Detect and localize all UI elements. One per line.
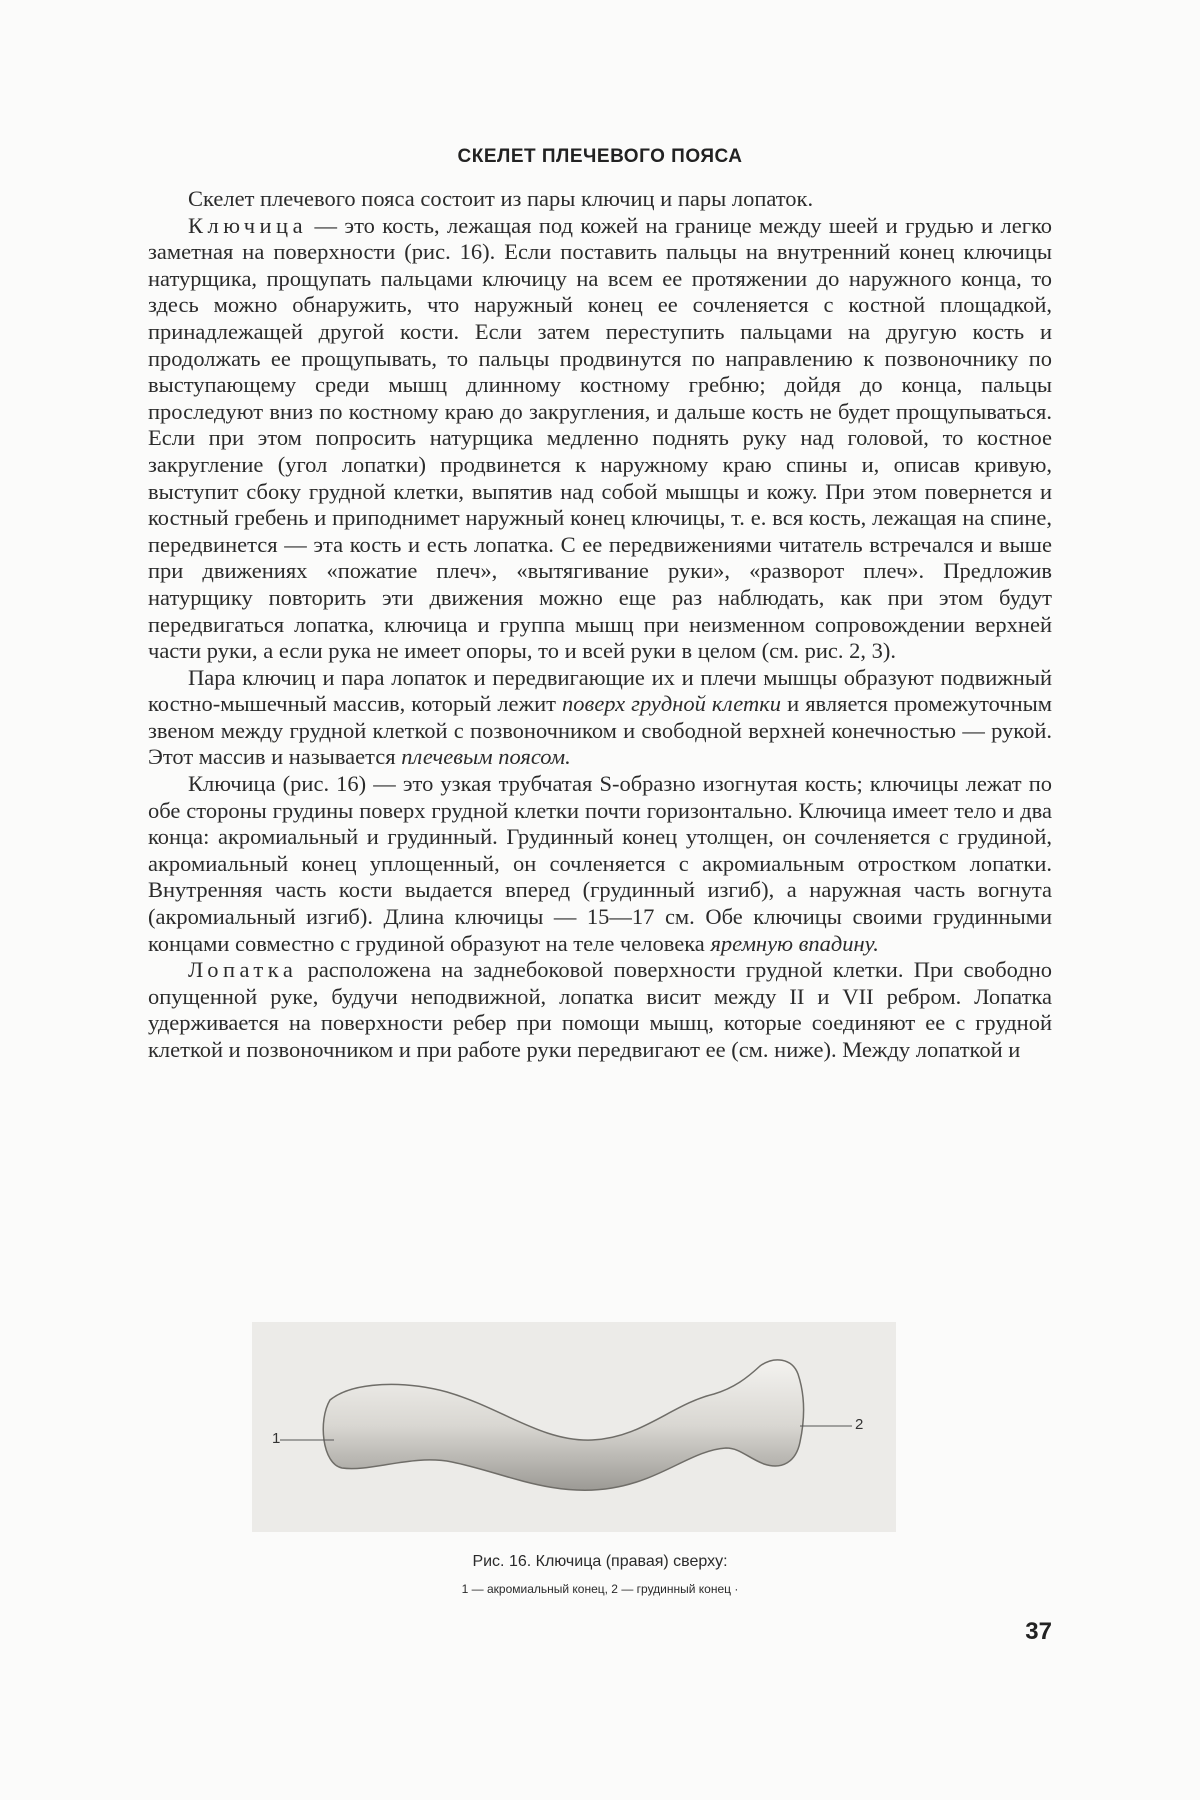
paragraph-text: Пара ключиц и пара лопаток и передвигающие их и плечи мышцы образуют подвижный костно-мышечный массив, который лежит xyxy=(148,664,1052,717)
figure-label-1: 1 xyxy=(272,1430,281,1447)
paragraph-text: расположена на заднебоковой поверхности грудной клетки. При свободно опущенной руке, будучи неподвижной, лопатка висит между II и VII ребром. Лопатка удерживается на поверхности ребер при помощи мышц, которые соединяют ее с грудной клеткой и позвоночником и при работе руки передвигают ее (см. ниже). Между лопаткой и xyxy=(148,957,1052,1062)
paragraph-scapula xyxy=(148,957,1052,1063)
figure-label-2: 2 xyxy=(855,1416,864,1433)
paragraph-text: Ключица (рис. 16) — это узкая трубчатая S-образно изогнутая кость; ключицы лежат по обе стороны грудины поверх грудной клетки почти горизонтально. Ключица имеет тело и два конца: акромиальный и грудинный. Грудинный конец утолщен, он сочленяется с грудиной, акромиальный конец уплощенный, он сочленяется с акромиальным отростком лопатки. Внутренняя часть кости выдается вперед (грудинный изгиб), а наружная часть вогнута (акромиальный изгиб). Длина ключицы — 15—17 см. Обе ключицы своими грудинными концами совместно с грудиной образуют на теле человека xyxy=(148,771,1052,956)
figure-legend: 1 — акромиальный конец, 2 — грудинный конец · xyxy=(461,1582,739,1596)
paragraph-text: — это кость, лежащая под кожей на границе между шеей и грудью и легко заметная на поверхности (рис. 16). Если поставить пальцы на внутренний конец ключицы натурщика, прощупать пальцами ключицу на всем ее протяжении до наружного конца, то здесь можно обнаружить, что наружный конец ее сочленяется с костной площадкой, принадлежащей другой кости. Если затем переступить пальцами на другую кость и продолжать ее прощупывать, то пальцы продвинутся по направлению к позвоночнику по выступающему среди мышц длинному костному гребню; дойдя до конца, пальцы проследуют вниз по костному краю до закругления, и дальше кость не будет прощупываться. Если при этом попросить натурщика медленно поднять руку над головой, то костное закругление (угол лопатки) продвинется к наружному краю спины и, описав кривую, выступит сбоку грудной клетки, выпятив над собой мышцы и кожу. При этом повернется и костный гребень и приподнимет наружный конец ключицы, т. е. вся кость, лежащая на спине, передвинется — эта кость и есть лопатка. С ее передвижениями читатель встречался и выше при движениях «пожатие плеч», «вытягивание руки», «разворот плеч». Предложив натурщику повторить эти движения можно еще раз наблюдать, как при этом будут передвигаться лопатка, ключица и группа мышц при неизменном сопровождении верхней части руки, а если рука не имеет опоры, то и всей руки в целом (см. рис. 2, 3). xyxy=(148,212,1052,664)
emphasis-over-ribcage: поверх грудной клетки xyxy=(562,691,781,717)
paragraph-clavicle-palpation xyxy=(148,213,1052,665)
paragraph-shoulder-girdle xyxy=(148,665,1052,771)
term-scapula: Лопатка xyxy=(188,957,298,983)
clavicle-illustration xyxy=(252,1322,896,1532)
section-heading: СКЕЛЕТ ПЛЕЧЕВОГО ПОЯСА xyxy=(457,146,743,167)
paragraph-clavicle-description xyxy=(148,771,1052,957)
figure-clavicle-photo xyxy=(252,1322,896,1532)
page-number: 37 xyxy=(1025,1618,1052,1645)
body-text xyxy=(148,186,1052,1064)
paragraph-intro: Скелет плечевого пояса состоит из пары ключиц и пары лопаток. xyxy=(188,186,814,211)
emphasis-shoulder-girdle: плечевым поясом. xyxy=(401,744,571,770)
figure-caption: Рис. 16. Ключица (правая) сверху: xyxy=(472,1553,728,1570)
paragraph-text: и является промежуточным звеном между грудной клеткой с позвоночником и свободной верхней конечностью — рукой. Этот массив и называется xyxy=(148,691,1053,770)
clavicle-bone-shape xyxy=(323,1360,803,1490)
term-clavicle: Ключица xyxy=(188,212,308,238)
emphasis-jugular-notch: яремную впадину. xyxy=(710,930,879,956)
